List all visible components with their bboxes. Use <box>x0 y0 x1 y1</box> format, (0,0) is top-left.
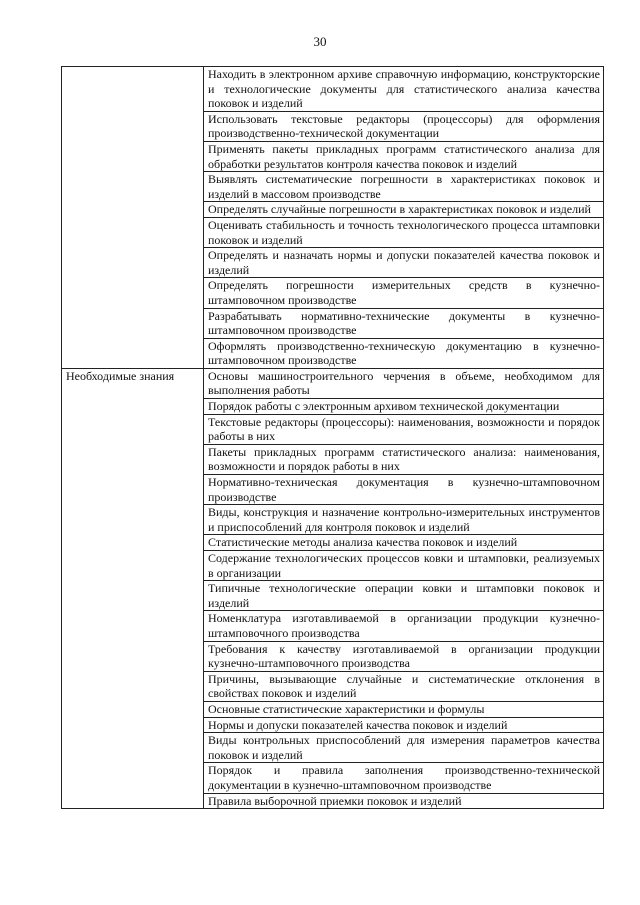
knowledge-item: Содержание технологических процессов ковки и штамповки, реализуемых в организации <box>204 551 604 581</box>
knowledge-row <box>62 368 604 398</box>
knowledge-item: Причины, вызывающие случайные и систематические отклонения в свойствах поковок и изделий <box>204 671 604 701</box>
skills-item: Разрабатывать нормативно-технические документы в кузнечно-штамповочном производстве <box>204 308 604 338</box>
skills-item: Определять случайные погрешности в характеристиках поковок и изделий <box>204 202 604 218</box>
knowledge-item: Виды контрольных приспособлений для измерения параметров качества поковок и изделий <box>204 733 604 763</box>
knowledge-item: Порядок работы с электронным архивом технической документации <box>204 399 604 415</box>
skills-item: Оформлять производственно-техническую документацию в кузнечно-штамповочном производстве <box>204 338 604 368</box>
skills-item: Находить в электронном архиве справочную информацию, конструкторские и технологические документы для статистического анализа качества поковок и изделий <box>204 67 604 112</box>
skills-item: Определять и назначать нормы и допуски показателей качества поковок и изделий <box>204 248 604 278</box>
knowledge-item: Нормативно-техническая документация в кузнечно-штамповочном производстве <box>204 475 604 505</box>
knowledge-item: Основные статистические характеристики и формулы <box>204 701 604 717</box>
knowledge-item: Пакеты прикладных программ статистического анализа: наименования, возможности и порядок работы в них <box>204 444 604 474</box>
skills-item: Определять погрешности измерительных средств в кузнечно-штамповочном производстве <box>204 278 604 308</box>
skills-item: Оценивать стабильность и точность технологического процесса штамповки поковок и изделий <box>204 217 604 247</box>
knowledge-item: Требования к качеству изготавливаемой в организации продукции кузнечно-штамповочного производства <box>204 641 604 671</box>
knowledge-item: Основы машиностроительного черчения в объеме, необходимом для выполнения работы <box>204 368 604 398</box>
skills-item: Использовать текстовые редакторы (процессоры) для оформления производственно-технической документации <box>204 111 604 141</box>
knowledge-item: Статистические методы анализа качества поковок и изделий <box>204 535 604 551</box>
skills-label <box>62 67 204 369</box>
knowledge-item: Номенклатура изготавливаемой в организации продукции кузнечно-штамповочного производства <box>204 611 604 641</box>
knowledge-item: Виды, конструкция и назначение контрольно-измерительных инструментов и приспособлений для контроля поковок и изделий <box>204 505 604 535</box>
knowledge-label: Необходимые знания <box>62 368 204 808</box>
knowledge-item: Правила выборочной приемки поковок и изделий <box>204 793 604 809</box>
competency-table <box>61 66 604 809</box>
skills-row <box>62 67 604 112</box>
knowledge-item: Нормы и допуски показателей качества поковок и изделий <box>204 717 604 733</box>
knowledge-item: Типичные технологические операции ковки и штамповки поковок и изделий <box>204 581 604 611</box>
page-number: 30 <box>313 34 327 49</box>
knowledge-item: Порядок и правила заполнения производственно-технической документации в кузнечно-штамповочном производстве <box>204 763 604 793</box>
skills-item: Применять пакеты прикладных программ статистического анализа для обработки результатов контроля качества поковок и изделий <box>204 141 604 171</box>
knowledge-item: Текстовые редакторы (процессоры): наименования, возможности и порядок работы в них <box>204 414 604 444</box>
skills-item: Выявлять систематические погрешности в характеристиках поковок и изделий в массовом производстве <box>204 172 604 202</box>
